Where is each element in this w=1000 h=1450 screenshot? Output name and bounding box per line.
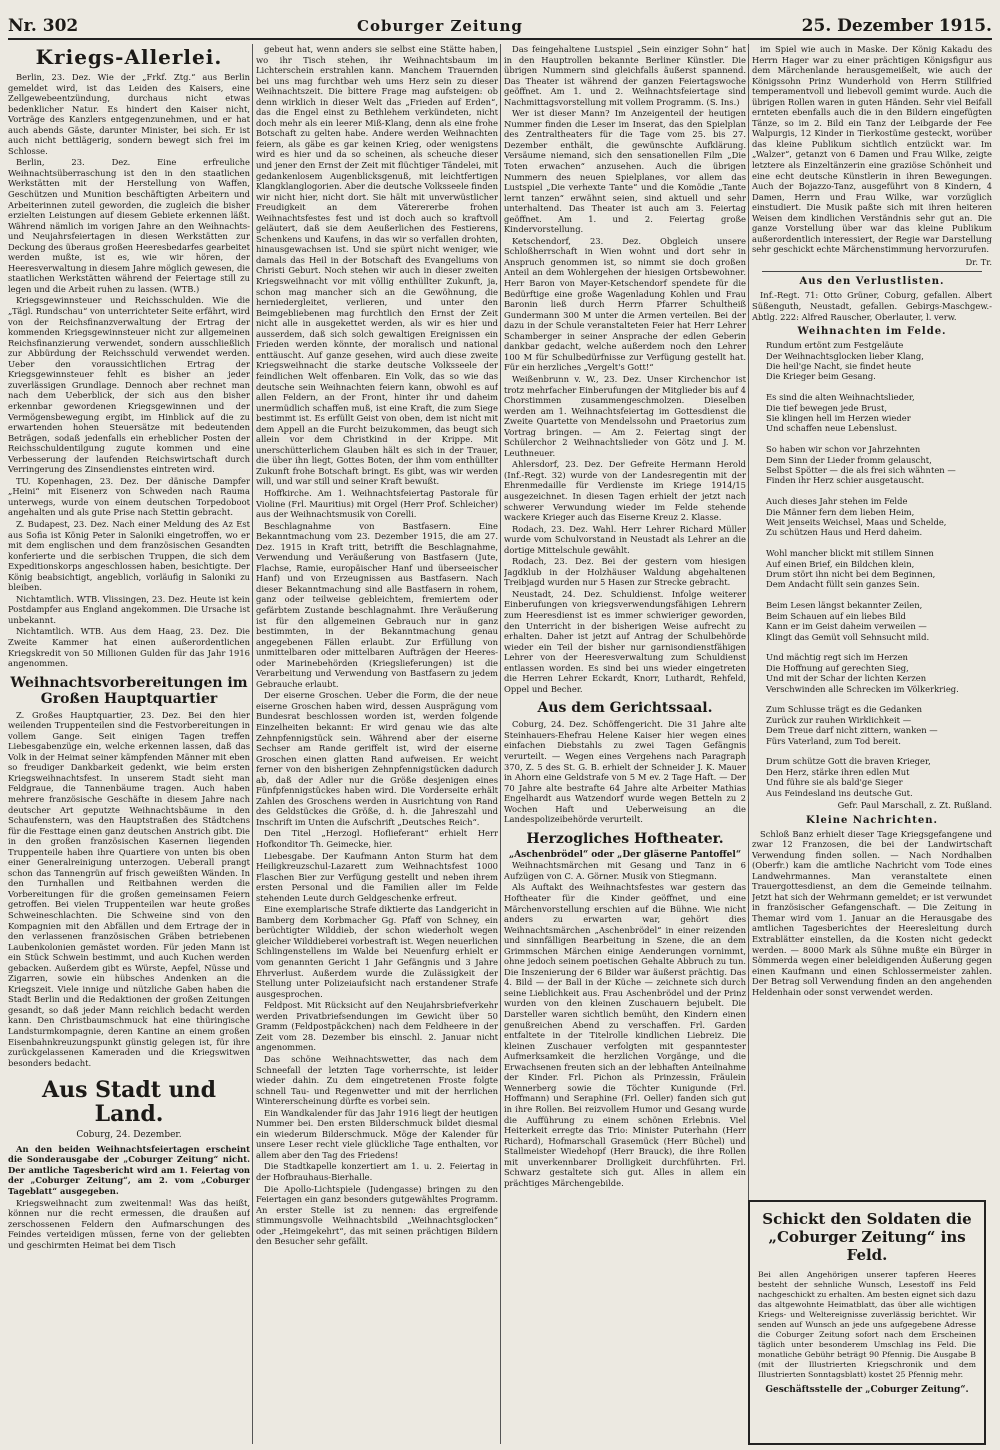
article-paragraph: Ketschendorf, 23. Dez. Obgleich unsere Schloßherrschaft in Wien wohnt und dort sehr in Anspruch genommen ist, so nimmt sie doch großen Anteil an dem Wohlergehen der hiesigen Ortsbewohner. Herr Baron von Mayer-Ketschendorf spendete für die Bedürftige eine große Wagenladung Kohlen und Frau Baronin ließ durch Herrn Pfarrer Schultheiß Gundermann 300 M unter die Armen verteilen. Bei der dazu in der Schule veranstalteten Feier hat Herr Lehrer Schamberger in seiner Ansprache der edlen Geberin dankbar gedacht, welche außerdem noch den Lehrer 100 M für Schulbedürfnisse zur Verfügung gestellt hat. Für ein herzliches „Vergelt's Gott!“ [504,235,746,373]
article-paragraph: Berlin, 23. Dez. Wie der „Frkf. Ztg.“ aus Berlin gemeldet wird, ist das Leiden des Kaisers, eine Zellgewebeentzündung, durchaus nicht etwas bedenklicher Natur. Es hindert den Kaiser nicht, Vorträge des Kanzlers entgegenzunehmen, und er hat auch abends Gäste, darunter Minister, bei sich. Er ist auch nicht bettlägerig, sondern bewegt sich frei im Schlosse. [8,72,250,156]
article-paragraph: Das schöne Weihnachtswetter, das nach dem Schneefall der letzten Tage vorherrschte, ist leider wieder dahin. Zu dem eingetretenen Froste folgte schnell Tau- und Regenwetter und mit der herrlichen Wintererscheinung dürfte es vorbei sein. [256,1053,498,1107]
subscription-advertisement [748,1200,986,1445]
section-heading-hoftheater: Herzogliches Hoftheater. [526,830,724,847]
author-signature: Dr. Tr. [965,256,992,267]
article-paragraph: Weihnachtsmärchen mit Gesang und Tanz in 6 Aufzügen von C. A. Görner. Musik von Stiegmann. [504,860,746,881]
article-paragraph: Inf.-Regt. 71: Otto Grüner, Coburg, gefallen. Albert Süßenguth, Neustadt, gefallen. Gebirgs-Maschgew.-Abtlg. 222: Alfred Rauscher, Oberlauter, l. verw. [752,290,992,322]
section-heading-kriegs-allerlei: Kriegs-Allerlei. [35,45,223,69]
column-4 [752,44,992,1198]
section-heading-weihnachtsvorbereitungen: Weihnachtsvorbereitungen im Großen Hauptquartier [10,674,248,707]
article-paragraph: Berlin, 23. Dez. Eine erfreuliche Weihnachtsüberraschung ist den in den staatlichen Werkstätten mit der Herstellung von Waffen, Geschützen und Munition beschäftigten Arbeitern und Arbeiterinnen zuteil geworden, die zugleich die bisher erzielten Leistungen auf diesem Gebiete erkennen läßt. Während nämlich im vorigen Jahre an den Weihnachts- und Neujahrsfeiertagen in diesen Werkstätten zur Deckung des überaus großen Heeresbedarfes gearbeitet werden mußte, ist es, wie wir hören, der Heeresverwaltung in diesem Jahre möglich gewesen, die staatlichen Werkstätten während der Feiertage still zu legen und die Arbeit ruhen zu lassen. (WTB.) [8,157,250,294]
column-2 [256,44,498,1444]
column-rule [500,44,501,1444]
article-paragraph: Kriegsweihnacht zum zweitenmal! Was das heißt, können nur die recht ermessen, die draußen auf zerschossenen Feldern den Aufmarschungen des Feindes verteidigen müssen, ferne von der geliebten und geschirmten Heimat bei dem Tisch [8,1197,250,1250]
article-paragraph: Den Titel „Herzogl. Hoflieferant“ erhielt Herr Hofkonditor Th. Geimecke, hier. [256,828,498,850]
column-3 [504,44,746,1444]
article-paragraph: Z. Großes Hauptquartier, 23. Dez. Bei den hier weilenden Truppenteilen sind die Festvorbereitungen in vollem Gange. Seit einigen Tagen treffen Liebesgabenzüge ein, welche erkennen lassen, daß das Volk in der Heimat seiner kämpfenden Männer mit eben so freudiger Dankbarkeit gedenkt, wie beim ersten Kriegsweihnachtsfest. In unserem Stadt sieht man Feldgraue, die Tannenbäume tragen. Auch haben mehrere französische Geschäfte in diesem Jahre nach deutscher Art geputzte Weihnachtsbäume in den Schaufenstern, was den Hauptstraßen des Städtchens für die Festtage einen ganz deutschen Anstrich gibt. Die in den großen französischen Kasernen liegenden Truppenteile haben ihre Quartiere von unten bis oben einer Generalreinigung unterzogen. Ueberall prangt schon das Tannengrün auf frisch geweißten Wänden. In den Turnhallen und Reitbahnen werden die Vorbereitungen für die großen gemeinsamen Feiern getroffen. Bei vielen Truppenteilen war heute großes Schweineschlachten. Die Schweine sind von den Kompagnien mit den Abfällen und dem Ertrage der in den verlassenen französischen Gräben betriebenen Laubenkolonien gemästet worden. Für jeden Mann ist ein Stück Schwein bestimmt, und auch Kuchen werden gebacken. Außerdem gibt es Würste, Aepfel, Nüsse und Zigarren, sowie ein hübsches Andenken an die Kriegszeit. Viele innige und nützliche Gaben haben die Stadt Berlin und die Redaktionen der großen Zeitungen gesandt, so daß jeder Mann reichlich bedacht werden kann. Den Christbaumschmuck hat eine thüringische Landsturmkompagnie, deren Kantine an einem großen Eisenbahnkreuzungspunkt günstig gelegen ist, für ihre zurückgelassenen Kameraden und die Kriegswitwen besonders bedacht. [8,709,250,1068]
article-paragraph: Der eiserne Groschen. Ueber die Form, die der neue eiserne Groschen haben wird, dessen Ausprägung vom Bundesrat beschlossen worden ist, werden folgende Einzelheiten bekannt: Er wird genau wie das alte Zehnpfennigstück sein. Während aber der eiserne Sechser am Rande geriffelt ist, wird der eiserne Groschen einen glatten Rand aufweisen. Er weicht ferner von den bisherigen Zehnpfennigstücken dadurch ab, daß der Adler nur die Größe desjenigen eines Fünfpfennigstückes haben wird. Die Vorderseite erhält Zahlen des Groschens werden in Ausrichtung von Rand des Geldstückes die Größe, d. h. die Jahreszahl und Inschrift im Unten die Aufschrift „Deutsches Reich“. [256,690,498,827]
section-heading-gerichtssaal: Aus dem Gerichtssaal. [537,700,713,717]
column-rule [252,44,253,1444]
article-paragraph: Wer ist dieser Mann? Im Anzeigenteil der heutigen Nummer finden die Leser im Inserat, das den Spielplan des Zentraltheaters für die Tage vom 25. bis 27. Dezember enthält, die gewünschte Aufklärung. Versäume niemand, sich den sensationellen Film „Die Toten erwachen“ anzusehen. Auch die übrigen Nummern des neuen Spielplanes, vor allem das Lustspiel „Die verhexte Tante“ und die Komödie „Tante lernt tanzen“ erwähnt seien, sind aktuell und sehr unterhaltend. Das Theater ist auch am 3. Feiertag geöffnet. Am 1. und 2. Feiertag große Kindervorstellung. [504,108,746,235]
article-paragraph: Die Stadtkapelle konzertiert am 1. u. 2. Feiertag in der Hofbrauhaus-Bierhalle. [256,1161,498,1182]
masthead [8,14,992,40]
section-heading-stadt-und-land: Aus Stadt und Land. [42,1077,216,1128]
article-paragraph: Rodach, 23. Dez. Bei der gestern vom hiesigen Jagdklub in der Holzhäuser Waldung abgehaltenen Treibjagd wurden nur 5 Hasen zur Strecke gebracht. [504,556,746,588]
article-paragraph: Nichtamtlich. WTB. Aus dem Haag, 23. Dez. Die Zweite Kammer hat einen außerordentlichen Kriegskredit von 50 Millionen Gulden für das Jahr 1916 angenommen. [8,626,250,669]
theater-subtitle: „Aschenbrödel“ oder „Der gläserne Pantoffel“ [508,849,742,860]
issue-date: 25. Dezember 1915. [801,16,992,36]
article-paragraph: Nichtamtlich. WTB. Vlissingen, 23. Dez. Heute ist kein Postdampfer aus England angekommen. Die Ursache ist unbekannt. [8,593,250,625]
article-paragraph: Neustadt, 24. Dez. Schuldienst. Infolge weiterer Einberufungen von kriegsverwendungsfähigen Lehrern zum Heeresdienst ist es immer schwieriger geworden, den Unterricht in der bisherigen Weise aufrecht zu erhalten. Daher ist jetzt auf Antrag der Schulbehörde wieder ein Teil der bisher nur garnisondienstfähigen Lehrer von der Heeresverwaltung zum Schuldienst entlassen worden. Es sind bei uns wieder eingetreten die Herren Lehrer Eckardt, Knorr, Luthardt, Rehfeld, Oppel und Becher. [504,588,746,694]
article-paragraph: Ein Wandkalender für das Jahr 1916 liegt der heutigen Nummer bei. Den ersten Bilderschmuck bildet diesmal ein wiederum Bilderschmuck. Möge der Kalender für unsere Leser recht viele glückliche Tage enthalten, vor allem aber den Tag des Friedens! [256,1107,498,1160]
article-paragraph: Als Auftakt des Weihnachtsfestes war gestern das Hoftheater für die Kinder geöffnet, und eine Märchenvorstellung erschien auf die Bühne. Wie nicht anders zu erwarten war, gehört dies Weihnachtsmärchen „Aschenbrödel“ in einer reizenden und sinnfälligen Bearbeitung in Szene, die an dem Grimmschen Märchen einige Aenderungen vornimmt, ohne jedoch seinem poetischen Gehalte Abbruch zu tun. Die Inszenierung der 6 Bilder war äußerst prächtig. Das 4. Bild — der Ball in der Küche — zeichnete sich durch seine Lieblichkeit aus. Frau Aschenbrödel und der Prinz wurden von den kleinen Zuschauern bejubelt. Die Darsteller waren sichtlich bemüht, den Kindern einen genußreichen Abend zu verschaffen. Frl. Garden entfaltete in der Titelrolle kindlichen Liebreiz. Die kleinen Zuschauer verfolgten mit gespanntester Aufmerksamkeit die herzlichen Vorgänge, und die Erwachsenen freuten sich an der lebhaften Anteilnahme der Kinder. Frl. Pichon als Prinzessin, Fräulein Wennerberg sowie die Töchter Kunigunde (Frl. Hoffmann) und Seraphine (Frl. Oeller) fanden sich gut in ihre Rollen. Bei reizvollem Humor und Gesang wurde die Aufführung zu einem schönen Erlebnis. Viel Heiterkeit erregte das Trio: Minister Puterhahn (Herr Richard), Hofmarschall Grasemück (Herr Büchel) und Stallmeister Wiedehopf (Herr Brauck), die ihre Rollen mit unverkennbarer Drolligkeit durchführten. Frl. Schwarz gestaltete sich gut. Alles in allem ein prächtiges Märchengebilde. [504,882,746,1188]
article-paragraph: gebeut hat, wenn anders sie selbst eine Stätte haben, wo ihr Tisch stehen, ihr Weihnachtsbaum im Lichterschein erstrahlen kann. Manchem Trauernden bei uns mag furchtbar weh ums Herz sein zu dieser Weihnachtszeit. Die bittere Frage mag aufsteigen: ob denn wirklich in dieser Welt das „Frieden auf Erden“, das die Engel einst zu Bethlehem verkündeten, nicht doch mehr als ein leerer Miß-Klang, denn als eine frohe Botschaft zu gelten habe. Andere werden Weihnachten feiern, als gäbe es gar keinen Krieg, oder wenigstens wird es hier und da so scheinen, als scheuche dieser und jener den Ernst der Zeit mit flüchtiger Tändelei, mit gedankenlosem Augenblicksgenuß, mit leichtfertigen Klangklanglogorien. Aber die deutsche Volksseele finden wir nicht hier, nicht dort. Sie hält mit unverwüstlicher Freudigkeit an dem Väterererbe frohen Weihnachtsfestes fest und ist doch auch so kraftvoll geläutert, daß sie dem Aeußerlichen des Festierens, Schenkens und Kaufens, in das wir so verfallen drohten, hinausgewachsen ist. Und sie spürt nicht weniger, wie damals das Heil in der Botschaft des Evangeliums von Christi Geburt. Noch stehen wir auch in dieser zweiten Kriegsweihnacht vor mit völlig enthüllter Zukunft, ja, schon mag mancher sich an die Gewöhnung, die herniedergleitet, verlieren, und unter den Beimgebliebenen mag furchtlich den Ernst der Zeit nicht alle in ausgekettet werden, als wir es hier und ausserdem, daß sich solch gewaltigen Ereignissen ein Frieden werden könnte, der moralisch und national enttäuscht. Auf ganze gesehen, wird auch diese zweite Kriegsweihnacht die starke deutsche Volksseele der feindlichen Welt offenbaren. Ein Volk, das so wie das deutsche sein Weihnachten feiern kann, obwohl es auf allen Feldern, an der Front, hinter ihr und daheim unermüdlich schaffen muß, ist eine Kraft, die zum Siege bestimmt ist. Es erfüllt Geist von oben, dem ist nicht mit dem Appell an die Furcht beizukommen, das beugt sich allein vor dem Christkind in der Krippe. Mit unerschütterlichem Glauben hält es sich in der Trauer, die über ihn liegt, Gottes Boten, der ihm vom enthüllter Zukunft frohe Botschaft bringt. Es gibt, was wir werden will, und war still und seiner Kraft bewußt. [256,44,498,487]
section-heading-kleine-nachrichten: Kleine Nachrichten. [806,814,938,826]
article-paragraph: Coburg, 24. Dez. Schöffengericht. Die 31 Jahre alte Steinhauers-Ehefrau Helene Kaiser hier wegen eines einfachen Diebstahls zu zwei Tagen Gefängnis verurteilt. — Wegen eines Vergehens nach Paragraph 370, Z. 5 des St. G. B. erhielt der Schneider J. K. Mauer in Ahorn eine Geldstrafe von 5 M ev. 2 Tage Haft. — Der 70 Jahre alte bestrafte 64 Jahre alte Arbeiter Mathias Engelhardt aus Watzendorf wurde wegen Betteln zu 2 Wochen Haft und Ueberweisung an die Landespolizeibehörde verurteilt. [504,719,746,825]
article-paragraph: An den beiden Weihnachtsfeiertagen erscheint die Sonderausgabe der „Coburger Zeitung“ nicht. Der amtliche Tagesbericht wird am 1. Feiertag von der „Coburger Zeitung“, am 2. vom „Coburger Tageblatt“ ausgegeben. [8,1143,250,1196]
dateline: Coburg, 24. Dezember. [76,1130,182,1141]
section-heading-weihnachten-im-felde: Weihnachten im Felde. [797,326,947,338]
section-heading-verlustlisten: Aus den Verlustlisten. [799,276,945,288]
poem: Rundum ertönt zum Festgeläute Der Weihnachtsglocken lieber Klang, Die heil'ge Nacht, sie findet heute Die Krieger beim Gesang. Es sind die alten Weihnachtslieder, Die tief bewegen jede Brust, Sie klingen hell im Herzen wieder Und schaffen neue Lebenslust. So haben wir schon vor Jahrzehnten Dem Sinn der Lieder fromm gelauscht, Selbst Spötter — die als frei sich wähnten — Finden ihr Herz schier ausgetauscht. Auch dieses Jahr stehen im Felde Die Männer fern dem lieben Heim, Weit jenseits Weichsel, Maas und Schelde, Zu schützen Haus und Herd daheim. Wohl mancher blickt mit stillem Sinnen Auf einen Brief, ein Bildchen klein, Drum stört ihn nicht bei dem Beginnen, Dem Andacht füllt sein ganzes Sein. Beim Lesen längst bekannter Zeilen, Beim Schauen auf ein liebes Bild Kann er im Geist daheim verweilen — Klingt das Gemüt voll Sehnsucht mild. Und mächtig regt sich im Herzen Die Hoffnung auf gerechten Sieg, Und mit der Schar der lichten Kerzen Verschwinden alle Schrecken im Völkerkrieg. Zum Schlusse trägt es die Gedanken Zurück zur rauhen Wirklichkeit — Dem Treue darf nicht zittern, wanken — Fürs Vaterland, zum Tod bereit. Drum schütze Gott die braven Krieger, Den Herz, stärke ihren edlen Mut Und führe sie als bald'ge Sieger Aus Feindesland ins deutsche Gut. [766,340,959,798]
article-paragraph: Beschlagnahme von Bastfasern. Eine Bekanntmachung vom 23. Dezember 1915, die am 27. Dez. 1915 in Kraft tritt, betrifft die Beschlagnahme, Verwendung und Veräußerung von Bastfasern (Jute, Flachse, Ramie, europäischer Hanf und überseeischer Hanf) und von Erzeugnissen aus Bastfasern. Nach dieser Bekanntmachung sind alle Bastfasern in rohem, ganz oder teilweise gebleichtem, fremiertem oder gefärbtem Zustande beschlagnahmt. Ihre Veräußerung ist für den allgemeinen Gebrauch nur in ganz bestimmten, in der Bekanntmachung genau angegebenen Fällen erlaubt. Zur Erfüllung von unmittelbaren oder mittelbaren Aufträgen der Heeres- oder Marinebehörden (Kriegslieferungen) ist die Verarbeitung und Verwendung von Bastfasern zu jedem Gebrauche erlaubt. [256,520,498,689]
ad-footer: Geschäftsstelle der „Coburger Zeitung“. [765,1385,969,1395]
article-paragraph: Rodach, 23. Dez. Wahl. Herr Lehrer Richard Müller wurde vom Schulvorstand in Neustadt als Lehrer an die dortige Mittelschule gewählt. [504,523,746,555]
issue-number: Nr. 302 [8,16,79,36]
article-paragraph: Das feingehaltene Lustspiel „Sein einziger Sohn“ hat in den Hauptrollen bekannte Berliner Künstler. Die übrigen Nummern sind gleichfalls äußerst spannend. Das Theater ist während der ganzen Feiertagswoche geöffnet. Am 1. und 2. Weihnachtsfeiertage sind Nachmittagsvorstellung mit vollem Programm. (S. Ins.) [504,44,746,107]
article-paragraph: Ahlersdorf, 23. Dez. Der Gefreite Hermann Herold (Inf.-Regt. 32) wurde von der Landesregentin mit der Ehrenmedaille für Verdienste im Kriege 1914/15 ausgezeichnet. In diesen Tagen erhielt der jetzt nach schwerer Verwundung wieder im Felde stehende wackere Krieger auch das Eiserne Kreuz 2. Klasse. [504,459,746,523]
article-paragraph: Feldpost. Mit Rücksicht auf den Neujahrsbriefverkehr werden Privatbriefsendungen im Gewicht über 50 Gramm (Feldpostpäckchen) nach dem Feldheere in der Zeit vom 28. Dezember bis einschl. 2. Januar nicht angenommen. [256,1000,498,1053]
article-paragraph: Z. Budapest, 23. Dez. Nach einer Meldung des Az Est aus Sofia ist König Peter in Saloniki eingetroffen, wo er mit dem englischen und dem französischen Gesandten konferierte und die serbischen Truppen, die sich dem Expeditionskorps angeschlossen haben, besichtigte. Der König beabsichtigt, angeblich, vorläufig in Saloniki zu bleiben. [8,518,250,593]
article-paragraph: im Spiel wie auch in Maske. Der König Kakadu des Herrn Hager war zu einer prächtigen Königsfigur aus dem Märchenlande herausgemeißelt, wie auch der Königssohn Prinz Wunderhold von Herrn Stillfried temperamentvoll und liebevoll gemimt wurde. Auch die übrigen Rollen waren in guten Händen. Sehr viel Beifall ernteten ebenfalls auch die in den Bildern eingefügten Tänze, so im 2. Bild ein Tanz der Leibgarde der Fee Walpurgis, 12 Kinder in Tierkostüme gesteckt, worüber das kleine Publikum sichtlich entzückt war. Im „Walzer“, getanzt von 6 Damen und Frau Wilke, zeigte letztere als Einzeltänzerin eine graziöse Schönheit und eine echt deutsche Künstlerin in ihren Bewegungen. Auch der Bojazzo-Tanz, ausgeführt von 8 Kindern, 4 Damen, Herrn und Frau Wilke, war vorzüglich einstudiert. Die Musik paßte sich mit ihren heiteren Weisen dem kindlichen Verständnis sehr gut an. Die ganze Vorstellung über war das kleine Publikum außerordentlich interessiert, der Regie war Darstellung sehr geschickt echte Märchenstimmung hervorzurufen. [752,44,992,255]
article-paragraph: Die Apollo-Lichtspiele (Judengasse) bringen zu den Feiertagen ein ganz besonders gutgewähltes Programm. An erster Stelle ist zu nennen: das ergreifende stimmungsvolle Weihnachtsbild „Weihnachtsglocken“ oder „Heimgekehrt“, das mit seinen prächtigen Bildern den Besucher sehr gefällt. [256,1183,498,1247]
divider [762,271,982,272]
article-paragraph: Schloß Banz erhielt dieser Tage Kriegsgefangene und zwar 12 Franzosen, die bei der Landwirtschaft Verwendung finden sollen. — Nach Nordhalben (Oberfr.) kam die amtliche Nachricht vom Tode eines Landwehrmannes. Man veranstaltete einen Trauergottesdienst, an dem die Gemeinde teilnahm. Jetzt hat sich der Wehrmann gemeldet; er ist verwundet in französischer Gefangenschaft. — Die Zeitung in Themar wird vom 1. Januar an die Herausgabe des amtlichen Tagesberichtes der Heeresleitung durch Extrablätter einstellen, da die Kosten nicht gedeckt werden. — 8000 Mark als Sühne mußte ein Bürger in Sömmerda wegen einer beleidigenden Äußerung gegen einen Kaufmann und einen Schlossermeister zahlen. Der Betrag soll Verwendung finden an den angehenden Heldenhain oder sonst verwendet werden. [752,828,992,997]
article-paragraph: Hoffkirche. Am 1. Weihnachtsfeiertag Pastorale für Violine (Frl. Mauritius) mit Orgel (Herr Prof. Schleicher) aus der Weihnachtsmusik von Corelli. [256,487,498,520]
ad-title: Schickt den Soldaten die „Coburger Zeitung“ ins Feld. [762,1210,972,1264]
article-paragraph: Eine exemplarische Strafe diktierte das Landgericht in Bamberg dem Korbmacher Gg. Pfaff von Schney, ein berüchtigter Wilddieb, der schon wiederholt wegen gleicher Wilddieberei vorbestraft ist. Wegen neuerlichen Schlingenstellens im Walde bei Neuenfurg erhielt er vom genannten Gericht 1 Jahr Gefängnis und 3 Jahre Ehrverlust. Außerdem wurde die Zulässigkeit der Stellung unter Polizeiaufsicht nach erstandener Strafe ausgesprochen. [256,904,498,999]
ad-body: Bei allen Angehörigen unserer tapferen Heeres besteht der sehnliche Wunsch, Lesestoff ins Feld nachgeschickt zu erhalten. Am besten eignet sich dazu das altgewohnte Heimatblatt, das über alle wichtigen Kriegs- und Weltereignisse zuverlässig berichtet. Wir senden auf Wunsch an jede uns aufgegebene Adresse die Coburger Zeitung sofort nach dem Erscheinen täglich unter besonderem Umschlag ins Feld. Die monatliche Gebühr beträgt 90 Pfennig. Die Ausgabe B (mit der Illustrierten Kriegschronik und dem Illustrierten Sonntagsblatt) kostet 25 Pfennig mehr. [758,1270,976,1379]
article-paragraph: Weißenbrunn v. W., 23. Dez. Unser Kirchenchor ist trotz mehrfacher Einberufungen der Mitglieder bis auf 4 Chorstimmen zusammengeschmolzen. Dieselben werden am 1. Weihnachtsfeiertag im Gottesdienst die Zweite Quartette von Mendelssohn und Praetorius zum Vortrag bringen. — Am 2. Feiertag singt der Schülerchor 2 Weihnachtslieder von Götz und J. M. Leuthneuer. [504,373,746,458]
poem-author: Gefr. Paul Marschall, z. Zt. Rußland. [837,800,992,810]
column-1 [8,44,250,1444]
newspaper-title: Coburger Zeitung [357,17,523,35]
article-paragraph: TU. Kopenhagen, 23. Dez. Der dänische Dampfer „Heini“ mit Eisenerz von Schweden nach Rauma unterwegs, wurde von einem deutschen Torpedoboot angehalten und als gute Prise nach Stettin gebracht. [8,475,250,518]
article-paragraph: Kriegsgewinnsteuer und Reichsschulden. Wie die „Tägl. Rundschau“ von unterrichteter Seite erfährt, wird von der Reichsfinanzverwaltung der Ertrag der kommenden Kriegsgewinnsteuer nicht zur allgemeinen Reichsfinanzierung verwendet, sondern ausschließlich zur Abbürdung der Reichsschuld verwendet werden. Ueber den voraussichtlichen Ertrag der Kriegsgewinnsteuer fehlt es bisher an jeder zuverlässigen Grundlage. Dennoch aber rechnet man nach dem Ueberblick, der sich aus den bisher erkennbar gewordenen Kriegsgewinnen und der Vermögensbewegung ergibt, im Hinblick auf die zu erwartenden hohen Steuersätze mit bedeutenden Beträgen, sodaß jedenfalls ein erheblicher Posten der Reichsschuldentilgung zugute kommen und eine Verbesserung der laufenden Reichswirtschaft durch Verringerung des Zinsendienstes eintreten wird. [8,295,250,475]
article-paragraph: Liebesgabe. Der Kaufmann Anton Sturm hat dem Heiligkreuzschul-Lazarett zum Weihnachtsfest 1000 Flaschen Bier zur Verfügung gestellt und neben ihrem ersten Personal und die Familien aller im Felde stehenden Leute durch Geldgeschenke erfreut. [256,850,498,903]
